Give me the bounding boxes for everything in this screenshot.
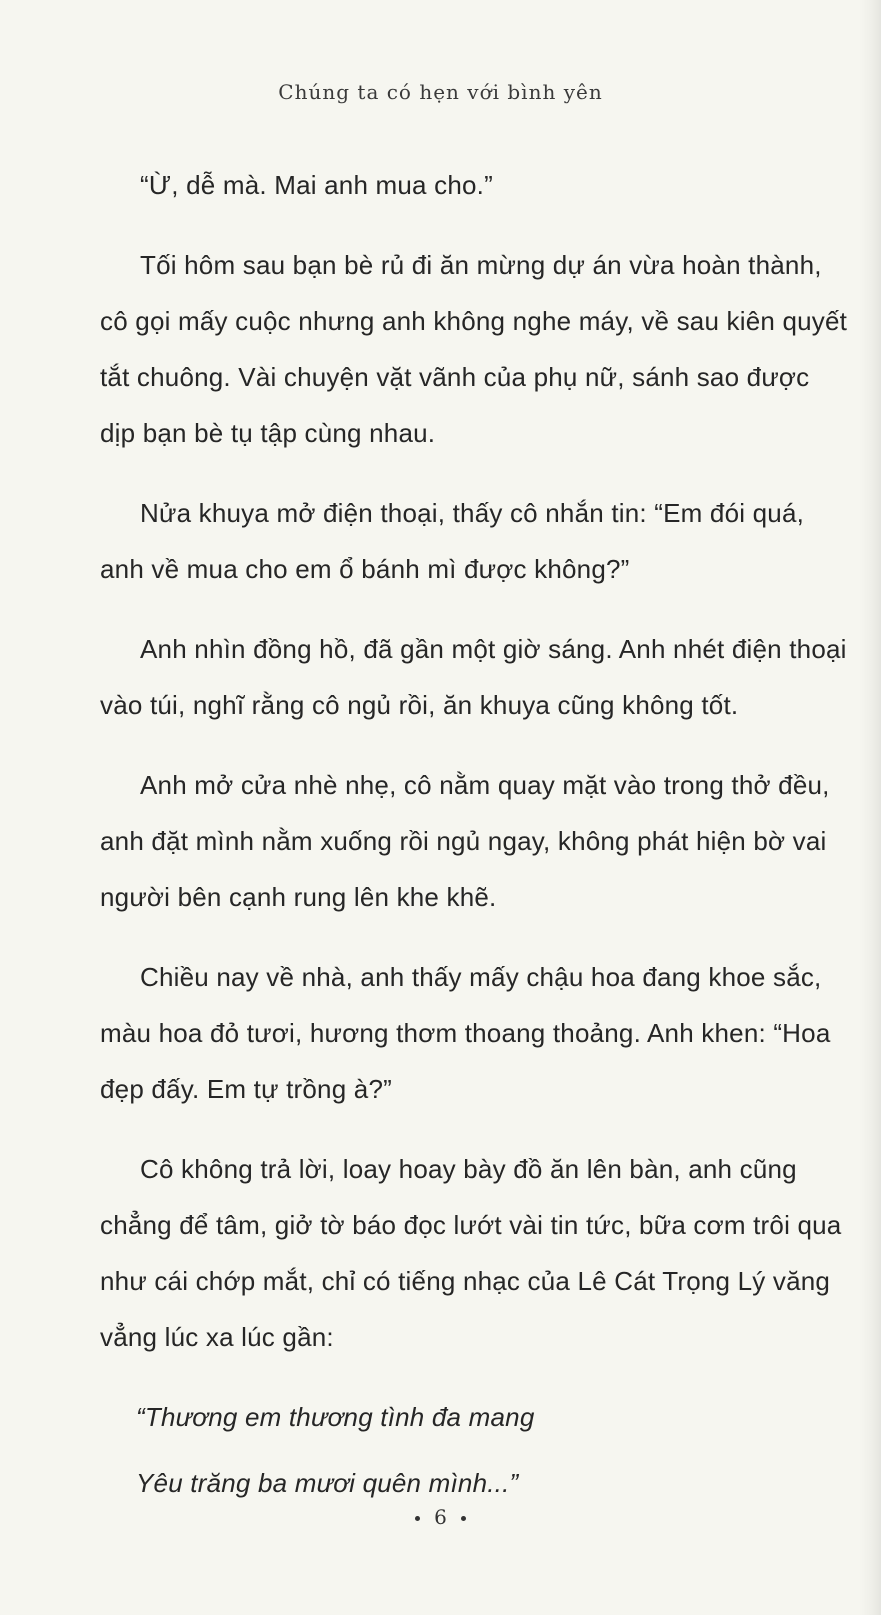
paragraph-6: Chiều nay về nhà, anh thấy mấy chậu hoa đang khoe sắc, màu hoa đỏ tươi, hương thơm thoang thoảng. Anh khen: “Hoa đẹp đấy. Em tự trồng à?” — [100, 962, 831, 1104]
page-number-label: 6 — [434, 1505, 447, 1529]
paragraph-7: Cô không trả lời, loay hoay bày đồ ăn lên bàn, anh cũng chẳng để tâm, giở tờ báo đọc lướt vài tin tức, bữa cơm trôi qua như cái chớp mắt, chỉ có tiếng nhạc của Lê Cát Trọng Lý văng vẳng lúc xa lúc gần: — [100, 1154, 842, 1352]
body-text — [100, 157, 852, 1521]
page-number — [0, 1505, 881, 1529]
bullet-icon — [461, 1516, 466, 1521]
paragraph-4: Anh nhìn đồng hồ, đã gần một giờ sáng. Anh nhét điện thoại vào túi, nghĩ rằng cô ngủ rồi, ăn khuya cũng không tốt. — [100, 634, 847, 720]
verse-line-2: Yêu trăng ba mươi quên mình...” — [136, 1468, 519, 1498]
paragraph-1: “Ừ, dễ mà. Mai anh mua cho.” — [140, 170, 493, 200]
running-title: Chúng ta có hẹn với bình yên — [278, 80, 603, 104]
page-edge-shadow — [859, 0, 881, 1615]
verse-line-1: “Thương em thương tình đa mang — [136, 1402, 535, 1432]
paragraph-5: Anh mở cửa nhè nhẹ, cô nằm quay mặt vào trong thở đều, anh đặt mình nằm xuống rồi ngủ ngay, không phát hiện bờ vai người bên cạnh rung lên khe khẽ. — [100, 770, 830, 912]
bullet-icon — [415, 1516, 420, 1521]
paragraph-2: Tối hôm sau bạn bè rủ đi ăn mừng dự án vừa hoàn thành, cô gọi mấy cuộc nhưng anh không nghe máy, về sau kiên quyết tắt chuông. Vài chuyện vặt vãnh của phụ nữ, sánh sao được dịp bạn bè tụ tập cùng nhau. — [100, 250, 848, 448]
paragraph-3: Nửa khuya mở điện thoại, thấy cô nhắn tin: “Em đói quá, anh về mua cho em ổ bánh mì được không?” — [100, 498, 805, 584]
